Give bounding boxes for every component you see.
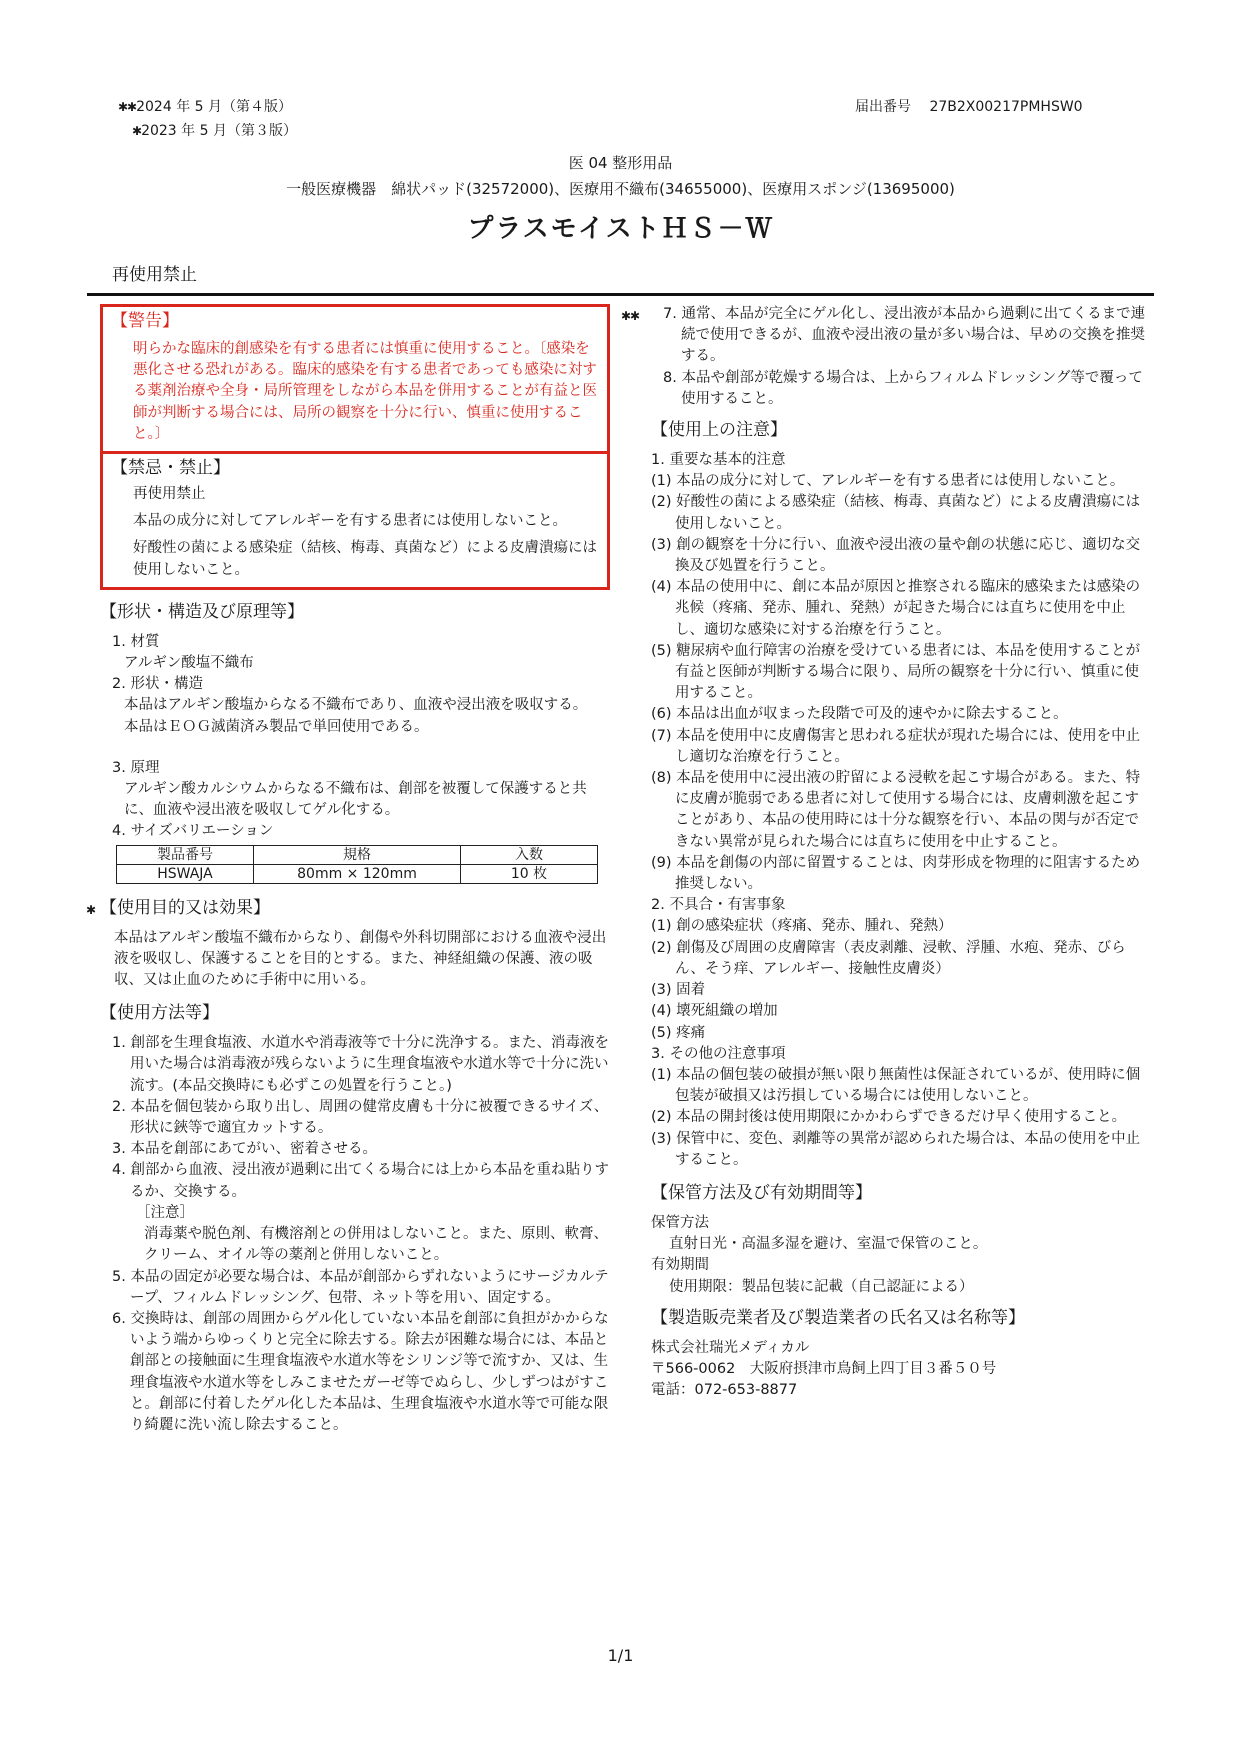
precaution-item: (6) 本品は出血が収まった段階で可及的速やかに除去すること。 [651, 706, 1068, 723]
usage-item: 1. 創部を生理食塩液、水道水や消毒液等で十分に洗浄する。また、消毒液を用いた場合は消毒液が残らないように生理食塩液や水道水等で十分に洗い流す。(本品交換時にも必ずこの処置を行うこと。) [112, 1035, 609, 1094]
shape-line: 本品はＥＯＧ滅菌済み製品で単回使用である。 [124, 718, 429, 735]
adverse-event-item: (2) 創傷及び周囲の皮膚障害（表皮剥離、浸軟、浮腫、水疱、発赤、びらん、そう痒、アレルギー、接触性皮膚炎） [651, 939, 1126, 977]
adverse-event-item: (1) 創の感染症状（疼痛、発赤、腫れ、発熱） [651, 918, 953, 935]
maker-name: 株式会社瑞光メディカル [651, 1339, 810, 1356]
precaution-item: (4) 本品の使用中に、創に本品が原因と推察される臨床的感染または感染の兆候（疼痛、発赤、腫れ、発熱）が起きた場合には直ちに使用を中止し、適切な感染に対する治療を行うこと。 [651, 579, 1141, 638]
usage-item: 8. 本品や創部が乾燥する場合は、上からフィルムドレッシング等で覆って使用すること。 [663, 369, 1143, 407]
document-title: プラスモイストＨＳ－Ｗ [467, 214, 774, 244]
precaution-subheading: 3. その他の注意事項 [651, 1045, 786, 1062]
precaution-subheading: 2. 不具合・有害事象 [651, 897, 786, 914]
precaution-item: (3) 創の観察を十分に行い、血液や浸出液の量や創の状態に応じ、適切な交換及び処置を行うこと。 [651, 536, 1141, 575]
adverse-event-item: (4) 壊死組織の増加 [651, 1003, 778, 1020]
left-column [86, 304, 610, 1436]
table-header-spec: 規格 [254, 845, 461, 864]
shape-line: 本品はアルギン酸塩からなる不織布であり、血液や浸出液を吸収する。 [124, 697, 588, 714]
storage-method-text: 直射日光・高温多湿を避け、室温で保管のこと。 [669, 1236, 988, 1253]
precaution-subheading: 1. 重要な基本的注意 [651, 452, 786, 469]
revision-4: ✱✱2024 年 5 月（第４版） [118, 99, 292, 115]
precaution-item: (8) 本品を使用中に浸出液の貯留による浸軟を起こす場合がある。また、特に皮膚が脆弱である患者に対して使用する場合には、皮膚刺激を起こすことがあり、本品の使用時には十分な観察を行い、本品の関与が否定できない異常が見られた場合には直ちに使用を中止すること。 [651, 770, 1141, 850]
expiry-label: 有効期間 [651, 1257, 709, 1274]
no-reuse-label: 再使用禁止 [112, 265, 197, 285]
storage-method-label: 保管方法 [651, 1214, 709, 1231]
category-line: 医 04 整形用品 [568, 154, 673, 172]
double-asterisk-marker: ✱✱ [621, 309, 640, 323]
asterisk-marker: ✱ [86, 902, 96, 917]
precaution-item: (5) 糖尿病や血行障害の治療を受けている患者には、本品を使用することが有益と医師が判断する場合に限り、局所の観察を十分に行い、慎重に使用すること。 [651, 642, 1141, 702]
shape-line: アルギン酸塩不織布 [124, 655, 254, 672]
table-cell-product-no: HSWAJA [117, 864, 254, 883]
usage-item: 2. 本品を個包装から取り出し、周囲の健常皮膚も十分に被覆できるサイズ、形状に鋏等で適宜カットする。 [112, 1098, 609, 1137]
page-number: 1/1 [607, 1646, 634, 1665]
warning-box [100, 304, 610, 451]
precaution-item: (7) 本品を使用中に皮膚傷害と思われる症状が現れた場合には、使用を中止し適切な治療を行うこと。 [651, 727, 1141, 765]
contraindication-item: 再使用禁止 [133, 486, 206, 503]
shape-line: 1. 材質 [112, 633, 160, 650]
maker-address: 〒566-0062 大阪府摂津市鳥飼上四丁目３番５０号 [651, 1360, 997, 1377]
shape-line: 3. 原理 [112, 759, 160, 776]
table-header-qty: 入数 [461, 845, 598, 864]
precautions-heading: 【使用上の注意】 [651, 420, 787, 441]
double-asterisk-marker: ✱✱ [118, 100, 137, 114]
registration-number: 届出番号 27B2X00217PMHSW0 [855, 99, 1083, 115]
usage-heading: 【使用方法等】 [100, 1003, 219, 1024]
purpose-heading: ✱ 【使用目的又は効果】 [100, 896, 610, 920]
other-note-item: (2) 本品の開封後は使用期限にかかわらずできるだけ早く使用すること。 [651, 1109, 1127, 1126]
usage-item: 3. 本品を創部にあてがい、密着させる。 [112, 1141, 377, 1158]
maker-tel: 電話：072-653-8877 [651, 1382, 798, 1399]
contraindication-item: 本品の成分に対してアレルギーを有する患者には使用しないこと。 [133, 513, 568, 530]
expiry-text: 使用期限：製品包装に記載（自己認証による） [669, 1278, 974, 1295]
table-cell-qty: 10 枚 [461, 864, 598, 883]
storage-heading: 【保管方法及び有効期間等】 [651, 1182, 872, 1203]
usage-item: 7. 通常、本品が完全にゲル化し、浸出液が本品から過剰に出てくるまで連続で使用できるが、血液や浸出液の量が多い場合は、早めの交換を推奨する。 [663, 306, 1146, 365]
usage-note-heading: ［注意］ [136, 1204, 194, 1221]
adverse-event-item: (3) 固着 [651, 982, 706, 999]
asterisk-marker: ✱ [132, 124, 142, 138]
other-note-item: (3) 保管中に、変色、剥離等の異常が認められた場合は、本品の使用を中止すること。 [651, 1130, 1141, 1168]
adverse-event-item: (5) 疼痛 [651, 1024, 706, 1041]
usage-item: 6. 交換時は、創部の周囲からゲル化していない本品を創部に負担がかからないよう端からゆっくりと完全に除去する。除去が困難な場合には、本品と創部との接触面に生理食塩液や水道水等をシリンジ等で流すか、又は、生理食塩液や水道水等をしみこませたガーゼ等でぬらし、少しずつはがすこと。創部に付着したゲル化した本品は、生理食塩液や水道水等で可能な限り綺麗に洗い流し除去すること。 [112, 1310, 609, 1433]
shape-heading: 【形状・構造及び原理等】 [100, 601, 304, 622]
header-divider [87, 293, 1154, 296]
shape-line: 4. サイズバリエーション [112, 823, 274, 840]
shape-line: アルギン酸カルシウムからなる不織布は、創部を被覆して保護すると共に、血液や浸出液を吸収してゲル化する。 [124, 781, 587, 819]
warning-heading: 【警告】 [111, 311, 179, 331]
usage-item: 5. 本品の固定が必要な場合は、本品が創部からずれないようにサージカルテープ、フィルムドレッシング、包帯、ネット等を用い、固定する。 [112, 1268, 609, 1306]
warning-text: 明らかな臨床的創感染を有する患者には慎重に使用すること。〔感染を悪化させる恐れがある。臨床的感染を有する患者であっても感染に対する薬剤治療や全身・局所管理をしながら本品を併用することが有益と医師が判断する場合には、局所の観察を十分に行い、慎重に使用すること。〕 [133, 341, 597, 442]
revision-3: ✱2023 年 5 月（第３版） [132, 123, 297, 139]
precaution-item: (9) 本品を創傷の内部に留置することは、肉芽形成を物理的に阻害するため推奨しない。 [651, 854, 1141, 893]
classification-line: 一般医療機器 綿状パッド(32572000)、医療用不織布(34655000)、医療用スポンジ(13695000) [286, 180, 955, 198]
precaution-item: (1) 本品の成分に対して、アレルギーを有する患者には使用しないこと。 [651, 473, 1125, 490]
contraindication-item: 好酸性の菌による感染症（結核、梅毒、真菌など）による皮膚潰瘍には使用しないこと。 [133, 540, 597, 578]
table-cell-spec: 80mm × 120mm [254, 864, 461, 883]
table-header-product-no: 製品番号 [117, 845, 254, 864]
right-column [621, 304, 1151, 1401]
contraindication-heading: 【禁忌・禁止】 [111, 458, 230, 479]
purpose-text: 本品はアルギン酸塩不織布からなり、創傷や外科切開部における血液や浸出液を吸収し、保護することを目的とする。また、神経組織の保護、液の吸収、又は止血のために手術中に用いる。 [114, 929, 607, 989]
precaution-item: (2) 好酸性の菌による感染症（結核、梅毒、真菌など）による皮膚潰瘍には使用しないこと。 [651, 494, 1141, 532]
contraindication-box [100, 451, 610, 590]
maker-heading: 【製造販売業者及び製造業者の氏名又は名称等】 [651, 1307, 1025, 1328]
usage-item: 4. 創部から血液、浸出液が過剰に出てくる場合には上から本品を重ね貼りするか、交換する。 [112, 1162, 609, 1200]
other-note-item: (1) 本品の個包装の破損が無い限り無菌性は保証されているが、使用時に個包装が破損又は汚損している場合には使用しないこと。 [651, 1066, 1141, 1105]
shape-line: 2. 形状・構造 [112, 676, 203, 693]
usage-note: 消毒薬や脱色剤、有機溶剤との併用はしないこと。また、原則、軟膏、クリーム、オイル等の薬剤と併用しないこと。 [144, 1226, 608, 1264]
size-table [116, 845, 598, 884]
